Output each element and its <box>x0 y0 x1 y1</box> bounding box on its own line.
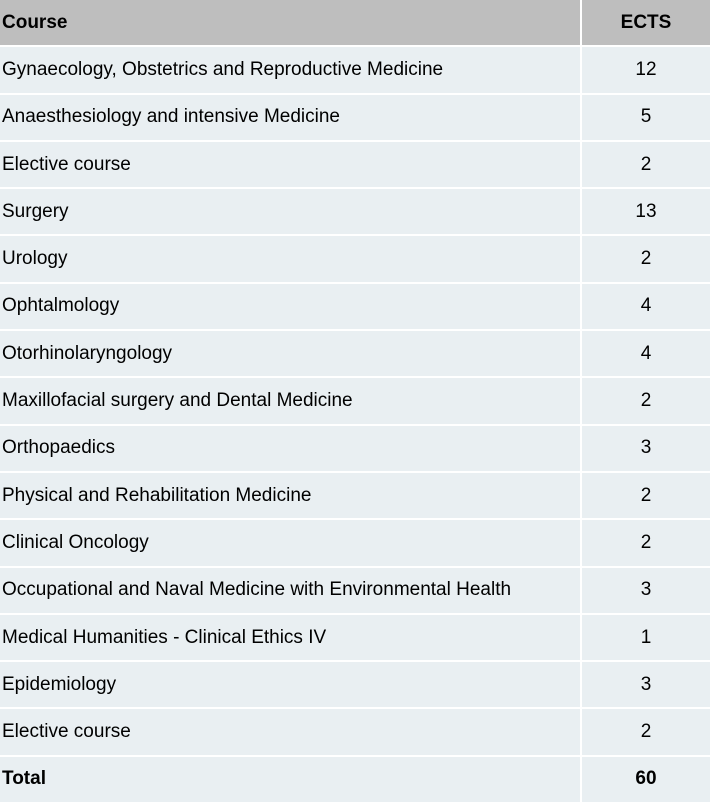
course-name-cell: Orthopaedics <box>0 426 580 471</box>
header-row <box>0 0 710 45</box>
ects-value-cell: 3 <box>582 426 710 471</box>
ects-value-cell: 5 <box>582 95 710 140</box>
table-row <box>0 236 710 281</box>
ects-value-cell: 1 <box>582 615 710 660</box>
course-name-cell: Medical Humanities - Clinical Ethics IV <box>0 615 580 660</box>
total-label: Total <box>0 757 580 802</box>
table-row <box>0 568 710 613</box>
table-row <box>0 284 710 329</box>
course-name-cell: Elective course <box>0 709 580 754</box>
ects-value-cell: 2 <box>582 236 710 281</box>
course-name-cell: Otorhinolaryngology <box>0 331 580 376</box>
course-name-cell: Elective course <box>0 142 580 187</box>
ects-value-cell: 2 <box>582 378 710 423</box>
ects-value-cell: 2 <box>582 142 710 187</box>
ects-value-cell: 4 <box>582 331 710 376</box>
ects-value-cell: 2 <box>582 520 710 565</box>
course-name-cell: Ophtalmology <box>0 284 580 329</box>
table-row <box>0 709 710 754</box>
table-row <box>0 95 710 140</box>
table-row <box>0 189 710 234</box>
total-ects: 60 <box>582 757 710 802</box>
course-name-cell: Clinical Oncology <box>0 520 580 565</box>
course-name-cell: Urology <box>0 236 580 281</box>
ects-value-cell: 3 <box>582 662 710 707</box>
table-row <box>0 473 710 518</box>
table-row <box>0 426 710 471</box>
table-footer <box>0 757 710 802</box>
table-row <box>0 662 710 707</box>
course-name-cell: Occupational and Naval Medicine with Environmental Health <box>0 568 580 613</box>
total-row <box>0 757 710 802</box>
ects-value-cell: 2 <box>582 709 710 754</box>
table-row <box>0 331 710 376</box>
table-row <box>0 615 710 660</box>
course-name-cell: Physical and Rehabilitation Medicine <box>0 473 580 518</box>
ects-value-cell: 4 <box>582 284 710 329</box>
table-row <box>0 520 710 565</box>
ects-column-header: ECTS <box>582 0 710 45</box>
course-name-cell: Anaesthesiology and intensive Medicine <box>0 95 580 140</box>
table-row <box>0 142 710 187</box>
table-body <box>0 47 710 754</box>
table-row <box>0 47 710 92</box>
course-name-cell: Surgery <box>0 189 580 234</box>
ects-value-cell: 12 <box>582 47 710 92</box>
course-name-cell: Gynaecology, Obstetrics and Reproductive Medicine <box>0 47 580 92</box>
table-header <box>0 0 710 45</box>
course-column-header: Course <box>0 0 580 45</box>
course-name-cell: Epidemiology <box>0 662 580 707</box>
course-name-cell: Maxillofacial surgery and Dental Medicine <box>0 378 580 423</box>
ects-value-cell: 3 <box>582 568 710 613</box>
ects-value-cell: 13 <box>582 189 710 234</box>
table-row <box>0 378 710 423</box>
ects-value-cell: 2 <box>582 473 710 518</box>
